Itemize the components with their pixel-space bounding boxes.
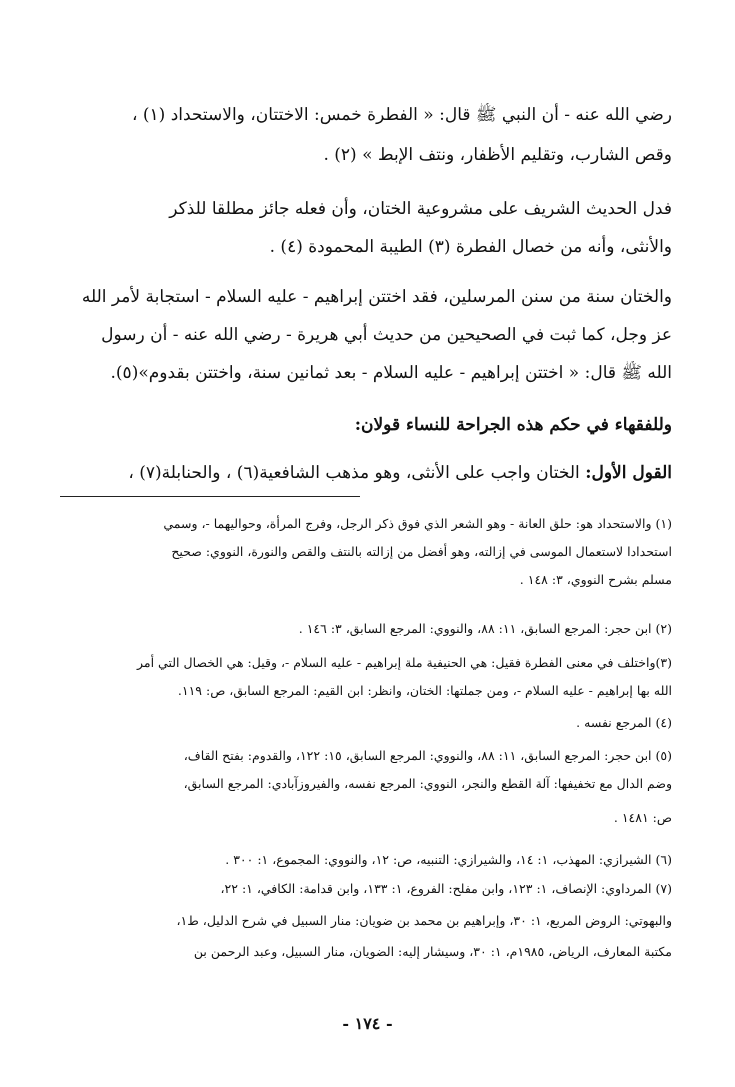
footnote-1-line-1: (١) والاستحداد هو: حلق العانة - وهو الشعر الذي فوق ذكر الرجل، وفرج المرأة، وحواليهما -، وسمي	[163, 516, 672, 531]
footnote-7-line-2: والبهوتي: الروض المربع، ١: ٣٠، وإبراهيم بن محمد بن ضويان: منار السبيل في شرح الدليل، ط١،	[176, 913, 672, 928]
paragraph-1-line-2: وقص الشارب، وتقليم الأظفار، ونتف الإبط » (٢) .	[323, 145, 672, 165]
footnote-1-line-2: استحدادا لاستعمال الموسى في إزالته، وهو أفضل من إزالته بالنتف والقص والنورة، النووي: صحيح	[171, 544, 672, 559]
paragraph-3-line-3: الله ﷺ قال: « اختتن إبراهيم - عليه السلام - بعد ثمانين سنة، واختتن بقدوم»(٥).	[110, 363, 672, 383]
first-opinion-label: القول الأول:	[585, 463, 672, 483]
paragraph-2-line-1: فدل الحديث الشريف على مشروعية الختان، وأن فعله جائز مطلقا للذكر	[169, 199, 672, 219]
footnote-5-line-2: وضم الدال مع تخفيفها: آلة القطع والنجر، النووي: المرجع نفسه، والفيروزآبادي: المرجع السابق،	[183, 776, 672, 791]
paragraph-3-line-1: والختان سنة من سنن المرسلين، فقد اختتن إبراهيم - عليه السلام - استجابة لأمر الله	[81, 287, 672, 307]
footnote-3-line-1: (٣)واختلف في معنى الفطرة فقيل: هي الحنيفية ملة إبراهيم - عليه السلام -، وقيل: هي الخصال التي أمر	[137, 655, 672, 670]
footnote-4-line-1: (٤) المرجع نفسه .	[576, 715, 672, 730]
footnote-3-line-2: الله بها إبراهيم - عليه السلام -، ومن جملتها: الختان، وانظر: ابن القيم: المرجع السابق، ص: ١١٩.	[177, 683, 672, 698]
paragraph-3-line-2: عز وجل، كما ثبت في الصحيحين من حديث أبي هريرة - رضي الله عنه - أن رسول	[101, 325, 672, 345]
footnote-5-line-1: (٥) ابن حجر: المرجع السابق، ١١: ٨٨، والنووي: المرجع السابق، ١٥: ١٢٢، والقدوم: بفتح القاف،	[183, 748, 672, 763]
footnote-7-line-3: مكتبة المعارف، الرياض، ١٩٨٥م، ١: ٣٠، وسيشار إليه: الضويان، منار السبيل، وعبد الرحمن بن	[193, 944, 672, 959]
first-opinion-text: الختان واجب على الأنثى، وهو مذهب الشافعية(٦) ، والحنابلة(٧) ،	[128, 463, 586, 483]
footnote-6-line-1: (٦) الشيرازي: المهذب، ١: ١٤، والشيرازي: التنبيه، ص: ١٢، والنووي: المجموع، ١: ٣٠٠ .	[225, 852, 672, 867]
footnote-2-line-1: (٢) ابن حجر: المرجع السابق، ١١: ٨٨، والنووي: المرجع السابق، ٣: ١٤٦ .	[298, 621, 672, 636]
paragraph-2-line-2: والأنثى، وأنه من خصال الفطرة (٣) الطيبة المحمودة (٤) .	[269, 237, 672, 257]
page-number: - ١٧٤ -	[342, 1014, 393, 1033]
section-heading: وللفقهاء في حكم هذه الجراحة للنساء قولان:	[354, 415, 672, 435]
footnote-5-line-3: ص: ١٤٨١ .	[613, 810, 672, 825]
footnote-7-line-1: (٧) المرداوي: الإنصاف، ١: ١٢٣، وابن مفلح: الفروع، ١: ١٣٣، وابن قدامة: الكافي، ١: ٢٢،	[220, 881, 672, 896]
paragraph-1-line-1: رضي الله عنه - أن النبي ﷺ قال: « الفطرة خمس: الاختتان، والاستحداد (١) ،	[131, 105, 672, 125]
first-opinion-line	[60, 461, 672, 485]
footnote-separator	[60, 496, 360, 497]
footnote-1-line-3: مسلم بشرح النووي، ٣: ١٤٨ .	[519, 572, 672, 587]
